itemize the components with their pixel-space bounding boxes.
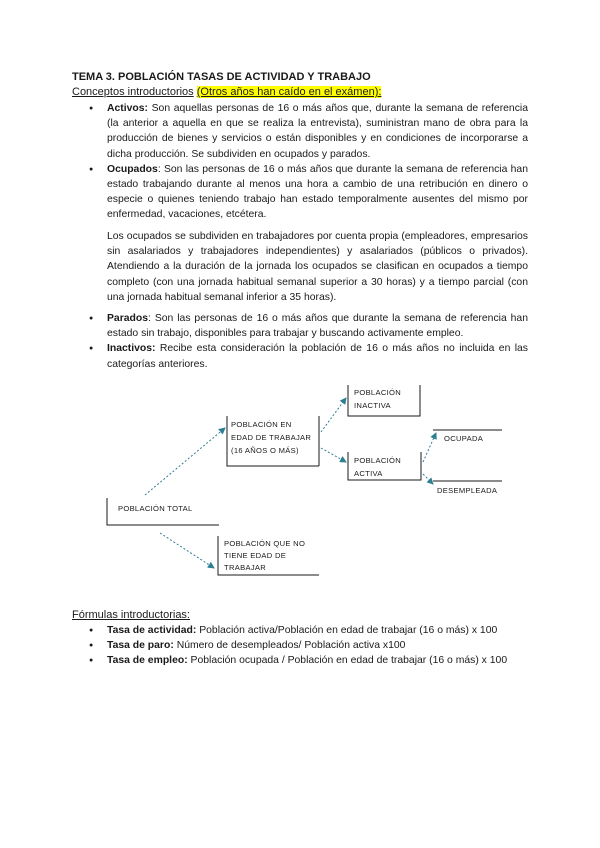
term-text: Población activa/Población en edad de trabajar (16 o más) x 100	[199, 625, 498, 636]
term-text: Número de desempleados/ Población activa x100	[176, 640, 406, 652]
box-label: TRABAJAR	[224, 563, 267, 572]
term-label: Parados	[107, 313, 149, 324]
box-label: (16 AÑOS O MÁS)	[231, 446, 299, 455]
list-item	[72, 653, 528, 668]
box-poblacion-total	[107, 498, 219, 525]
intro-heading: Conceptos introductorios	[72, 86, 194, 98]
population-diagram	[0, 370, 600, 585]
box-edad-trabajar	[227, 416, 319, 466]
arrow-total-to-edad	[145, 428, 225, 495]
term-label: Tasa de actividad:	[107, 625, 197, 636]
box-label: INACTIVA	[354, 401, 391, 410]
formulas-heading: Fórmulas introductorias:	[72, 609, 190, 621]
term-label: Tasa de paro:	[107, 640, 174, 652]
box-label: POBLACIÓN	[354, 388, 402, 397]
list-item	[72, 101, 528, 162]
list-item	[72, 623, 528, 638]
term-label: Ocupados	[107, 163, 158, 175]
term-text: Población ocupada / Población en edad de trabajar (16 o más) x 100	[190, 655, 508, 667]
ocupados-paragraph: Los ocupados se subdividen en trabajadores por cuenta propia (empleadores, empresarios sin asalariados y trabajadores independientes) y asalariados (públicos o privados). Atendiendo a la duración de la jornada los ocupados se clasifican en ocupados a tiempo completo (con una jornada habitual semanal superior a 30 horas) y a tiempo parcial (con una jornada habitual semanal inferior a 35 horas).	[107, 231, 528, 303]
box-label: ACTIVA	[354, 469, 383, 478]
formulas-list	[72, 623, 528, 669]
arrow-edad-to-activa	[321, 448, 346, 462]
term-text: Son aquellas personas de 16 o más años que, durante la semana de referencia (la anterior a aquella en que se realiza la entrevista), suministran mano de obra para la producción de bienes y servicios o están disponibles y en condiciones de incorporarse a dicha producción. Se subdividen en ocupados y parados.	[107, 103, 528, 160]
term-text: Recibe esta consideración la población de 16 o más años no incluida en las categorías anteriores.	[107, 343, 529, 370]
box-no-edad	[218, 536, 319, 575]
list-item	[72, 311, 528, 341]
term-label: Tasa de empleo:	[107, 655, 188, 667]
term-label: Activos:	[107, 103, 148, 114]
list-item	[72, 162, 528, 223]
list-item	[72, 341, 528, 371]
term-label: Inactivos:	[107, 343, 156, 355]
intro-heading-line	[72, 86, 381, 98]
box-inactiva	[348, 385, 420, 416]
arrow-activa-to-desempleada	[423, 474, 433, 484]
box-label: OCUPADA	[444, 434, 484, 443]
intro-highlight: (Otros años han caído en el exámen):	[196, 86, 382, 98]
box-label: DESEMPLEADA	[437, 486, 498, 495]
term-text: : Son las personas de 16 o más años que durante la semana de referencia han estado sin trabajo, disponibles para trabajar y buscando activamente empleo.	[107, 313, 528, 340]
box-label: EDAD DE TRABAJAR	[231, 433, 312, 442]
concepts-list	[72, 101, 528, 223]
arrow-total-to-no-edad	[160, 533, 214, 568]
box-activa	[348, 452, 421, 480]
box-ocupada	[433, 430, 502, 443]
list-item	[72, 638, 528, 653]
box-label: POBLACIÓN QUE NO	[224, 539, 306, 548]
page-title: TEMA 3. POBLACIÓN TASAS DE ACTIVIDAD Y TRABAJO	[72, 71, 371, 83]
arrow-activa-to-ocupada	[423, 433, 436, 462]
arrow-edad-to-inactiva	[321, 398, 346, 432]
box-label: TIENE EDAD DE	[224, 551, 287, 560]
box-desempleada	[433, 481, 502, 495]
term-text: : Son las personas de 16 o más años que durante la semana de referencia han estado trabajando durante al menos una hora a cambio de una retribución en dinero o especie o quienes teniendo trabajo han estado temporalmente ausentes del mismo por enfermedad, vacaciones, etcétera.	[107, 163, 528, 221]
concepts-list-2	[72, 311, 528, 372]
box-label: POBLACIÓN	[354, 456, 402, 465]
box-label: POBLACIÓN TOTAL	[118, 504, 193, 513]
box-label: POBLACIÓN EN	[231, 420, 292, 429]
